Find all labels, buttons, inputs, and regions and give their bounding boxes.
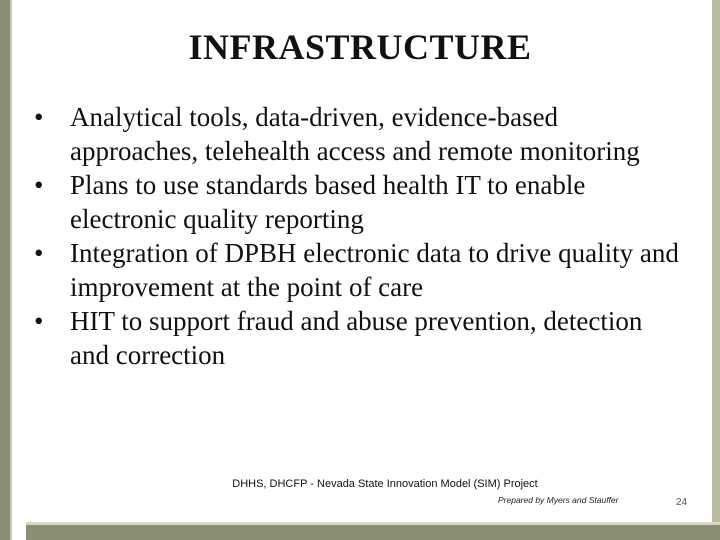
right-border-bar [712, 0, 720, 540]
footer-text: DHHS, DHCFP - Nevada State Innovation Model (SIM) Project [232, 478, 538, 490]
bottom-border-bar [26, 522, 720, 540]
bullet-icon: • [34, 102, 44, 132]
slide-title: INFRASTRUCTURE [188, 27, 532, 67]
bullet-item [30, 100, 680, 168]
page-number: 24 [676, 497, 688, 508]
bullet-text: Integration of DPBH electronic data to drive quality and improvement at the point of care [70, 238, 679, 302]
left-border-bar [0, 0, 12, 540]
bullet-icon: • [34, 306, 44, 336]
prepared-by-text: Prepared by Myers and Stauffer [498, 495, 619, 505]
bullet-item [30, 304, 680, 372]
bullet-item [30, 168, 680, 236]
bullet-text: Plans to use standards based health IT to enable electronic quality reporting [70, 170, 586, 234]
bullet-text: HIT to support fraud and abuse prevention, detection and correction [70, 306, 643, 370]
bullet-item [30, 236, 680, 304]
bullet-icon: • [34, 238, 44, 268]
bullet-list [30, 100, 680, 372]
bullet-icon: • [34, 170, 44, 200]
bullet-text: Analytical tools, data-driven, evidence-based approaches, telehealth access and remote monitoring [70, 102, 640, 166]
